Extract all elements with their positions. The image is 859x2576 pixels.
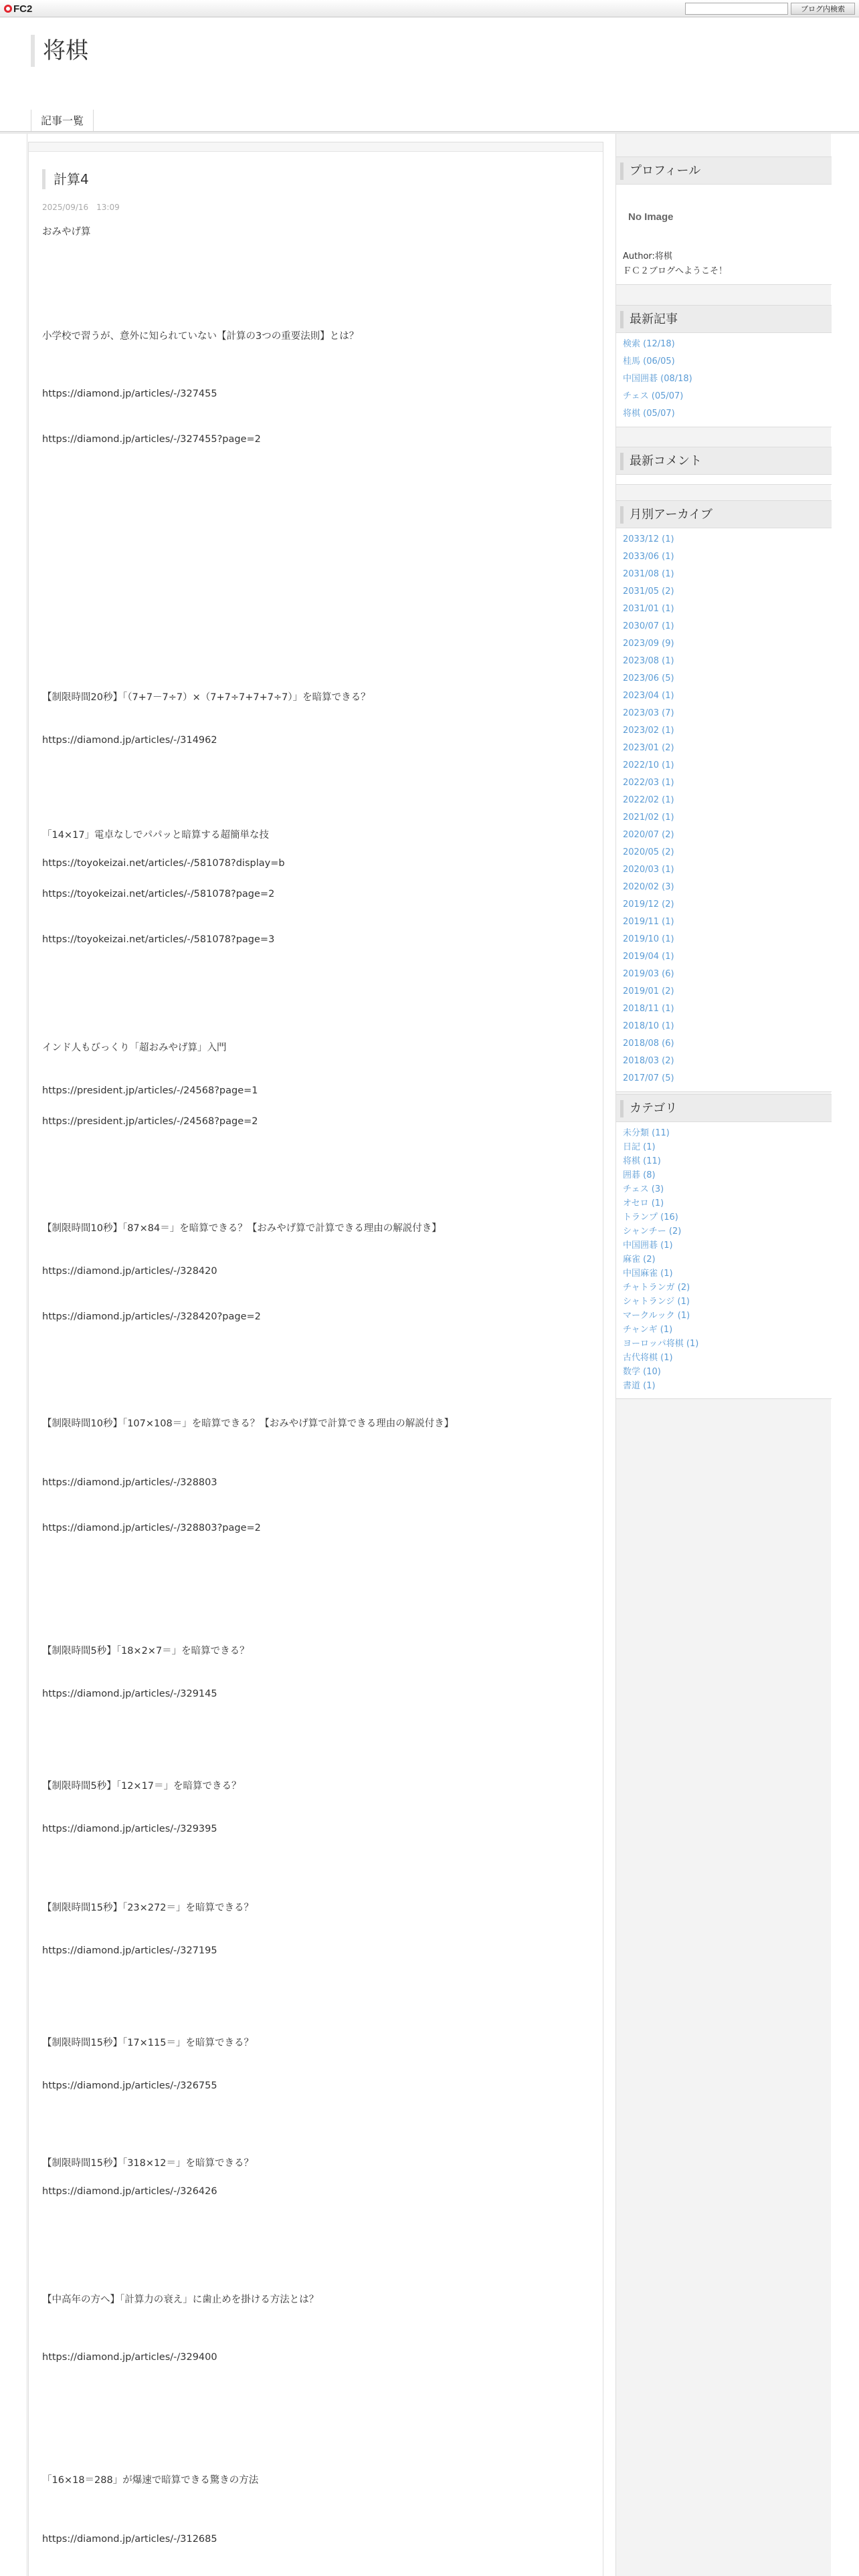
category-link[interactable]: 中国囲碁 (1): [623, 1241, 673, 1251]
blog-header: [0, 17, 859, 132]
recent-entry-link[interactable]: チェス (05/07): [623, 391, 684, 401]
entry-line: https://diamond.jp/articles/-/327455: [42, 389, 217, 399]
category-link[interactable]: チェス (3): [623, 1184, 664, 1194]
entry-title[interactable]: 計算4: [42, 169, 89, 189]
plugin-title-recent-entries: 最新記事: [616, 305, 832, 333]
recent-entry-link[interactable]: 将棋 (05/07): [623, 409, 675, 419]
recent-entry-link[interactable]: 桂馬 (06/05): [623, 356, 675, 366]
entry-line: https://diamond.jp/articles/-/328420: [42, 1266, 217, 1277]
entry-line: https://president.jp/articles/-/24568?page=1: [42, 1085, 258, 1096]
archive-list: [616, 528, 832, 1091]
fc2-logo-text: FC2: [13, 3, 33, 15]
fc2-logo-icon: [4, 5, 12, 13]
recent-comments-plugin: [616, 447, 832, 485]
archive-link[interactable]: 2018/03 (2): [623, 1056, 674, 1066]
category-link[interactable]: 書道 (1): [623, 1381, 656, 1391]
category-link[interactable]: 中国麻雀 (1): [623, 1269, 673, 1279]
plugin-title-profile: プロフィール: [616, 156, 832, 185]
entry-line: 「16×18＝288」が爆速で暗算できる驚きの方法: [42, 2475, 259, 2486]
main-top-strip: [29, 142, 603, 152]
entry-line: https://diamond.jp/articles/-/328803?page=2: [42, 1523, 261, 1533]
blog-search-button[interactable]: ブログ内検索: [791, 3, 855, 15]
category-link[interactable]: ヨーロッパ将棋 (1): [623, 1339, 699, 1349]
category-link[interactable]: マークルック (1): [623, 1311, 690, 1321]
archives-plugin: [616, 500, 832, 1092]
categories-plugin: [616, 1094, 832, 1399]
entry-line: https://toyokeizai.net/articles/-/581078?page=3: [42, 934, 275, 945]
archive-link[interactable]: 2020/02 (3): [623, 882, 674, 892]
entry-line: https://diamond.jp/articles/-/327455?page=2: [42, 434, 261, 445]
archive-link[interactable]: 2020/07 (2): [623, 830, 674, 840]
category-link[interactable]: 数学 (10): [623, 1367, 661, 1377]
archive-link[interactable]: 2031/08 (1): [623, 569, 674, 579]
entry-date: 2025/09/16 13:09: [42, 203, 120, 212]
entry-line: 小学校で習うが、意外に知られていない【計算の3つの重要法則】とは？: [42, 331, 359, 342]
entry-line: https://president.jp/articles/-/24568?page=2: [42, 1116, 258, 1127]
entry-line: 【制限時間20秒】「（7+7－7÷7）×（7+7÷7+7+7÷7）」を暗算できる？: [42, 692, 371, 703]
category-link[interactable]: 囲碁 (8): [623, 1170, 656, 1180]
archive-link[interactable]: 2033/06 (1): [623, 552, 674, 562]
entry-line: https://diamond.jp/articles/-/327195: [42, 1945, 217, 1956]
plugin-title-categories: カテゴリ: [616, 1094, 832, 1122]
plugin-title-recent-comments: 最新コメント: [616, 447, 832, 475]
archive-link[interactable]: 2023/02 (1): [623, 726, 674, 736]
archive-link[interactable]: 2020/05 (2): [623, 847, 674, 857]
recent-entry-link[interactable]: 検索 (12/18): [623, 339, 675, 349]
archive-link[interactable]: 2019/04 (1): [623, 952, 674, 962]
archive-link[interactable]: 2033/12 (1): [623, 534, 674, 544]
profile-greeting: ＦＣ２ブログへようこそ！: [623, 266, 728, 276]
blog-search-input[interactable]: [685, 3, 788, 15]
entry-line: 【制限時間15秒】「318×12＝」を暗算できる？: [42, 2158, 254, 2169]
entry-line: https://diamond.jp/articles/-/329400: [42, 2352, 217, 2363]
entry-line: https://diamond.jp/articles/-/328420?page=2: [42, 1311, 261, 1322]
archive-link[interactable]: 2019/10 (1): [623, 934, 674, 944]
category-link[interactable]: オセロ (1): [623, 1198, 664, 1208]
archive-link[interactable]: 2031/05 (2): [623, 586, 674, 597]
blog-title[interactable]: 将棋: [31, 35, 88, 67]
entry-line: https://diamond.jp/articles/-/329145: [42, 1689, 217, 1699]
sidebar: [615, 134, 831, 2576]
archive-link[interactable]: 2023/09 (9): [623, 639, 674, 649]
plugin-title-archives: 月別アーカイブ: [616, 500, 832, 528]
archive-link[interactable]: 2020/03 (1): [623, 865, 674, 875]
category-link[interactable]: シャンチー (2): [623, 1226, 682, 1237]
profile-plugin: [616, 156, 832, 285]
category-link[interactable]: チャトランガ (2): [623, 1283, 690, 1293]
entry-line: 【制限時間15秒】「23×272＝」を暗算できる？: [42, 1903, 254, 1913]
category-link[interactable]: 未分類 (11): [623, 1128, 670, 1138]
archive-link[interactable]: 2018/11 (1): [623, 1004, 674, 1014]
archive-link[interactable]: 2023/04 (1): [623, 691, 674, 701]
category-list: [616, 1122, 832, 1398]
entry-line: 「14×17」電卓なしでパパッと暗算する超簡単な技: [42, 830, 270, 841]
archive-link[interactable]: 2023/03 (7): [623, 708, 674, 718]
archive-link[interactable]: 2019/12 (2): [623, 899, 674, 909]
archive-link[interactable]: 2030/07 (1): [623, 621, 674, 631]
archive-link[interactable]: 2021/02 (1): [623, 813, 674, 823]
archive-link[interactable]: 2023/06 (5): [623, 673, 674, 683]
category-link[interactable]: トランプ (16): [623, 1212, 678, 1222]
entry-line: https://diamond.jp/articles/-/326426: [42, 2186, 217, 2197]
archive-link[interactable]: 2019/01 (2): [623, 986, 674, 996]
category-link[interactable]: 麻雀 (2): [623, 1255, 656, 1265]
entry-line: https://diamond.jp/articles/-/314962: [42, 735, 217, 746]
entry-line: 【制限時間5秒】「18×2×7＝」を暗算できる？: [42, 1646, 250, 1656]
entry-line: https://diamond.jp/articles/-/329395: [42, 1824, 217, 1834]
archive-link[interactable]: 2019/03 (6): [623, 969, 674, 979]
entry-line: 【制限時間10秒】「87×84＝」を暗算できる？【おみやげ算で計算できる理由の解説付き】: [42, 1223, 442, 1234]
entry-line: インド人もびっくり「超おみやげ算」入門: [42, 1043, 227, 1053]
archive-link[interactable]: 2018/10 (1): [623, 1021, 674, 1031]
archive-link[interactable]: 2022/02 (1): [623, 795, 674, 805]
profile-no-image: No Image: [628, 211, 674, 223]
category-link[interactable]: シャトランジ (1): [623, 1297, 690, 1307]
category-link[interactable]: 日記 (1): [623, 1142, 656, 1152]
entry-line: 【制限時間10秒】「107×108＝」を暗算できる？【おみやげ算で計算できる理由の解説付き】: [42, 1418, 454, 1429]
category-link[interactable]: チャンギ (1): [623, 1325, 673, 1335]
recent-entries-plugin: [616, 305, 832, 427]
entry-line: 【制限時間15秒】「17×115＝」を暗算できる？: [42, 2038, 254, 2048]
fc2-logo[interactable]: [4, 3, 32, 15]
entry-line: https://toyokeizai.net/articles/-/581078?display=b: [42, 858, 285, 869]
entry-line: https://diamond.jp/articles/-/326755: [42, 2080, 217, 2091]
entry-line: https://toyokeizai.net/articles/-/581078?page=2: [42, 889, 275, 899]
archive-link[interactable]: 2023/01 (2): [623, 743, 674, 753]
archive-link[interactable]: 2017/07 (5): [623, 1073, 674, 1083]
category-link[interactable]: 将棋 (11): [623, 1156, 661, 1166]
recent-entry-link[interactable]: 中国囲碁 (08/18): [623, 374, 692, 384]
archive-link[interactable]: 2019/11 (1): [623, 917, 674, 927]
archive-link[interactable]: 2023/08 (1): [623, 656, 674, 666]
archive-link[interactable]: 2018/08 (6): [623, 1039, 674, 1049]
main-content: [28, 142, 603, 2576]
archive-link[interactable]: 2022/10 (1): [623, 760, 674, 770]
entry-line: https://diamond.jp/articles/-/328803: [42, 1477, 217, 1488]
archive-link[interactable]: 2031/01 (1): [623, 604, 674, 614]
archive-link[interactable]: 2022/03 (1): [623, 778, 674, 788]
profile-author: Author:将棋: [623, 251, 672, 261]
entry-line: https://diamond.jp/articles/-/312685: [42, 2534, 217, 2545]
fc2-toolbar: [0, 0, 859, 17]
entry-line: おみやげ算: [42, 227, 91, 237]
entry-line: 【中高年の方へ】「計算力の衰え」に歯止めを掛ける方法とは？: [42, 2294, 319, 2305]
category-link[interactable]: 古代将棋 (1): [623, 1353, 673, 1363]
entry-line: 【制限時間5秒】「12×17＝」を暗算できる？: [42, 1781, 242, 1792]
nav-tab-entry-list[interactable]: 記事一覧: [31, 110, 94, 132]
